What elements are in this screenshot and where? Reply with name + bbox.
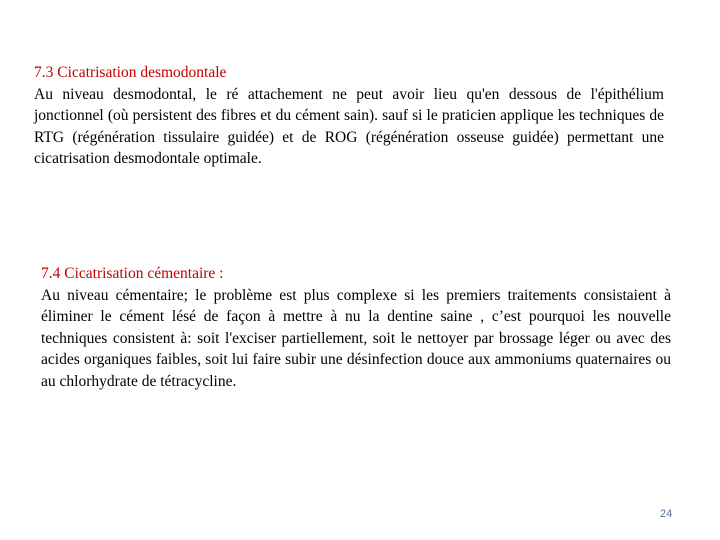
section-desmodontal (34, 62, 664, 170)
section-cementaire (41, 263, 671, 392)
page-number: 24 (660, 508, 673, 520)
section-paragraph: Au niveau cémentaire; le problème est plus complexe si les premiers traitements consistaient à éliminer le cément lésé de façon à mettre à nu la dentine saine , c’est pourquoi les nouvelle techniques consistent à: soit l'exciser partiellement, soit le nettoyer par brossage léger ou avec des acides organiques faibles, soit lui faire subir une désinfection douce aux ammoniums quaternaires ou au chlorhydrate de tétracycline. (41, 286, 671, 390)
section-heading: 7.3 Cicatrisation desmodontale (34, 64, 227, 81)
section-paragraph: Au niveau desmodontal, le ré attachement ne peut avoir lieu qu'en dessous de l'épithélium jonctionnel (où persistent des fibres et du cément sain). sauf si le praticien applique les techniques de RTG (régénération tissulaire guidée) et de ROG (régénération osseuse guidée) permettant une cicatrisation desmodontale optimale. (34, 85, 664, 167)
section-heading: 7.4 Cicatrisation cémentaire : (41, 265, 224, 282)
